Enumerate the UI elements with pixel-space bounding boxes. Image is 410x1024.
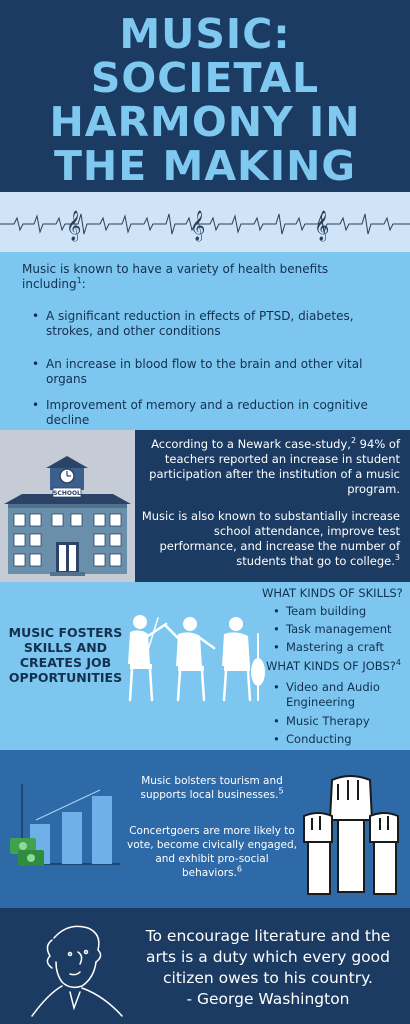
footnote-marker: 4 [395,658,401,668]
skills-section [0,582,410,750]
footnote-marker: 1 [76,276,82,285]
newark-paragraph [140,437,400,497]
health-intro [22,262,392,292]
title-line-3: HARMONY IN [49,98,361,146]
list-item: • Conducting [286,732,352,747]
page-title [0,12,410,188]
treble-clef-icon: 𝄞 [66,211,82,241]
civic-text [126,824,298,880]
skills-heading: MUSIC FOSTERS SKILLS AND CREATES JOB OPPORTUNITIES [8,625,123,685]
list-item: • Improvement of memory and a reduction in cognitive decline [46,398,381,428]
quote-author: - George Washington [186,990,350,1008]
list-item: • Video and Audio Engineering [286,680,396,710]
health-intro-colon: : [81,277,86,291]
raised-fists-icon [300,770,406,900]
tourism-text [126,774,298,802]
title-line-4: THE MAKING [53,142,357,190]
george-washington-portrait-icon [18,916,128,1022]
list-item: • A significant reduction in effects of PTSD, diabetes, strokes, and other conditions [46,309,381,339]
attendance-paragraph [140,509,400,569]
tourism-text-body: Music bolsters tourism and supports local businesses. [140,775,283,801]
health-section [0,252,410,430]
civic-text-body: Concertgoers are more likely to vote, become civically engaged, and exhibit pro-social behaviors. [127,825,297,879]
skills-question: WHAT KINDS OF SKILLS? [262,586,403,600]
jobs-question-text: WHAT KINDS OF JOBS? [266,659,396,673]
heartbeat-banner [0,192,410,252]
string-trio-icon [118,614,266,702]
list-item: • Team building [286,604,366,619]
attendance-text: Music is also known to substantially increase school attendance, improve test performance, and increase the number of students that go to college. [141,509,400,568]
footnote-marker: 6 [236,864,242,874]
jobs-question [266,659,401,673]
newark-case-study [140,437,400,569]
quote-text: To encourage literature and the arts is a duty which every good citizen owes to his country. [145,927,391,987]
list-item: • Music Therapy [286,714,370,729]
health-intro-text: Music is known to have a variety of health benefits including [22,262,329,291]
growth-chart-icon [8,774,126,878]
treble-clef-icon: 𝄞 [190,211,206,241]
footnote-marker: 5 [278,786,284,796]
title-line-2: SOCIETAL [90,54,320,102]
title-section [0,0,410,192]
school-section [0,430,410,582]
newark-text-start: According to a Newark case-study, [151,437,351,451]
list-item: • Task management [286,622,392,637]
school-sign: SCHOOL [53,490,81,497]
treble-clef-icon: 𝄞 [314,211,330,241]
quote-section [0,908,410,1024]
newark-text-end: 94% of teachers reported an increase in student participation after the institution of a music program. [149,437,400,496]
heartbeat-line-icon [0,192,410,252]
school-building-illustration [0,430,135,582]
school-building-icon [0,430,135,582]
list-item: • Mastering a craft [286,640,384,655]
economy-section [0,750,410,908]
washington-quote [132,926,404,1010]
list-item: • An increase in blood flow to the brain and other vital organs [46,357,381,387]
footnote-marker: 2 [350,436,357,446]
title-line-1: MUSIC: [119,10,291,58]
footnote-marker: 3 [394,553,400,563]
